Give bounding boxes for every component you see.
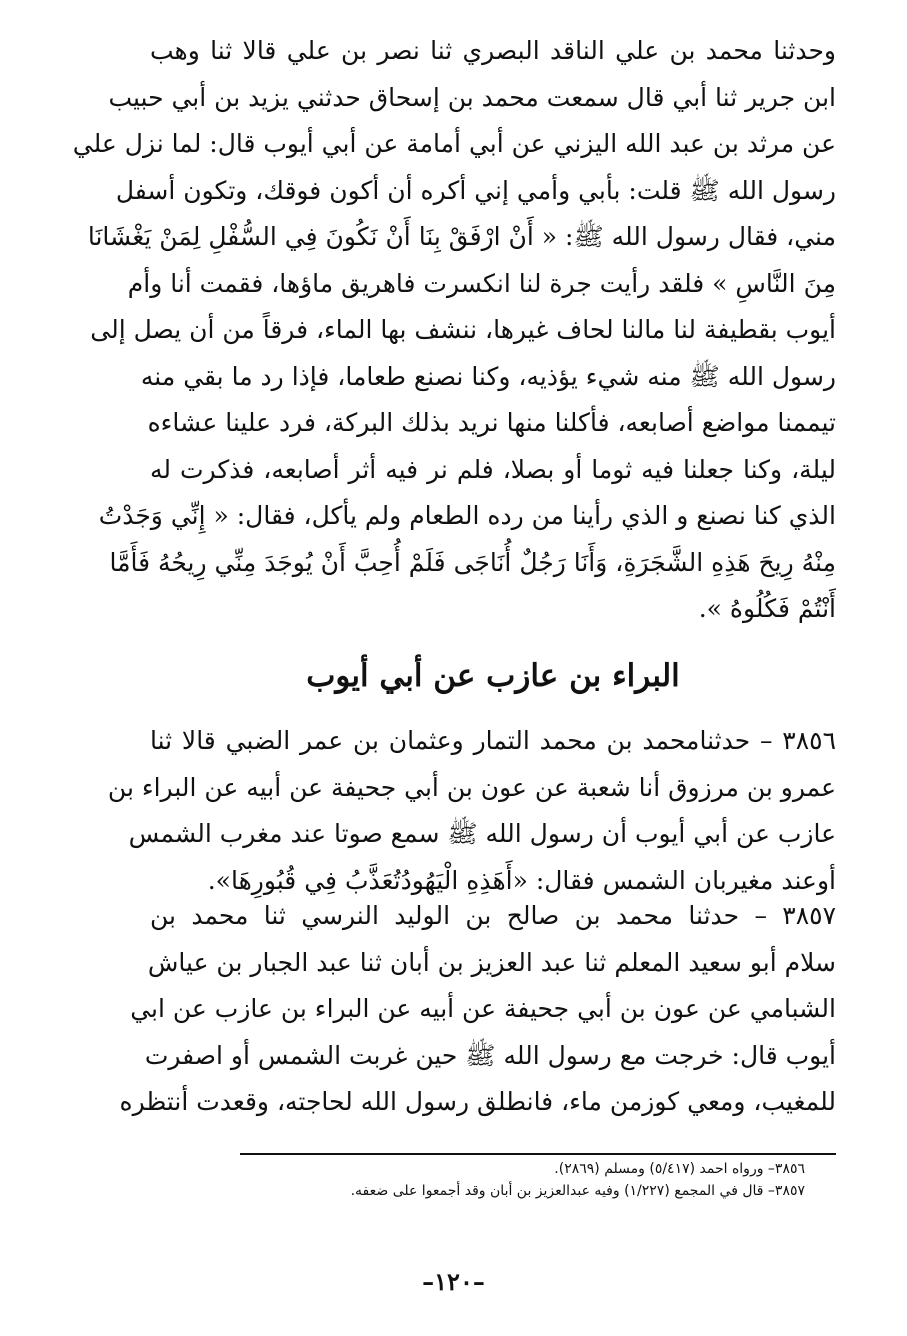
- text-line: أوعند مغيربان الشمس فقال: «أَهَذِهِ الْيَهُودُتُعَذَّبُ فِي قُبُورِهَا».: [207, 865, 836, 895]
- intro-paragraph: [72, 28, 836, 633]
- text-line: الشبامي عن عون بن أبي جحيفة عن أبيه عن البراء بن عازب عن ابي: [130, 994, 836, 1023]
- text-line: أيوب بقطيفة لنا مالنا لحاف غيرها، ننشف بها الماء، فرقاً من أن يصل إلى: [90, 315, 836, 344]
- text-line: ليلة، وكنا جعلنا فيه ثوما أو بصلا، فلم نر فيه أثر أصابعه، فذكرت له: [150, 454, 836, 484]
- text-line: الذي كنا نصنع و الذي رأينا من رده الطعام ولم يأكل، فقال: « إِنِّي وَجَدْتُ: [98, 501, 836, 530]
- text-line: عن مرثد بن عبد الله اليزني عن أبي أمامة عن أبي أيوب قال: لما نزل علي: [72, 129, 836, 158]
- text-line: للمغيب، ومعي كوزمن ماء، فانطلق رسول الله لحاجته، وقعدت أنتظره: [119, 1087, 836, 1116]
- text-line: أَنْتُمْ فَكُلُوهُ ».: [698, 594, 836, 623]
- footnotes: [150, 1158, 805, 1202]
- text-line: عمرو بن مرزوق أنا شعبة عن عون بن أبي جحيفة عن أبيه عن البراء بن: [107, 772, 836, 802]
- footnote-divider: [240, 1153, 836, 1155]
- text-line: ابن جرير ثنا أبي قال سمعت محمد بن إسحاق حدثني يزيد بن أبي حبيب: [108, 82, 836, 112]
- footnote: ٣٨٥٧– قال في المجمع (١/٢٢٧) وفيه عبدالعزيز بن أبان وقد أجمعوا على ضعفه.: [350, 1183, 805, 1199]
- text-line: أيوب قال: خرجت مع رسول الله ﷺ حين غربت الشمس أو اصفرت: [144, 1040, 836, 1070]
- hadith-3856-paragraph: [107, 718, 836, 904]
- text-line: مني، فقال رسول الله ﷺ: « أَنْ ارْفَقْ بِنَا أَنْ نَكُونَ فِي السُّفْلِ لِمَنْ يَغْشَانَا: [87, 222, 836, 251]
- text-line: مِنْهُ رِيحَ هَذِهِ الشَّجَرَةِ، وَأَنَا رَجُلٌ أُنَاجَى فَلَمْ أُحِبَّ أَنْ يُوجَدَ مِنِّي رِيحُهُ فَأَمَّا: [109, 547, 836, 577]
- text-line: رسول الله ﷺ منه شيء يؤذيه، وكنا نصنع طعاما، فإذا رد ما بقي منه: [140, 361, 836, 391]
- text-line: سلام أبو سعيد المعلم ثنا عبد العزيز بن أبان ثنا عبد الجبار بن عياش: [147, 947, 836, 977]
- text-line: ٣٨٥٦ – حدثنامحمد بن محمد التمار وعثمان بن عمر الضبي قالا ثنا: [150, 726, 836, 755]
- text-line: تيممنا مواضع أصابعه، فأكلنا منها نريد بذلك البركة، فرد علينا عشاءه: [147, 408, 836, 437]
- text-line: عازب عن أبي أيوب أن رسول الله ﷺ سمع صوتا عند مغرب الشمس: [128, 819, 836, 848]
- footnote: ٣٨٥٦– ورواه احمد (٥/٤١٧) ومسلم (٢٨٦٩).: [554, 1161, 805, 1177]
- text-line: وحدثنا محمد بن علي الناقد البصري ثنا نصر بن علي قالا ثنا وهب: [150, 36, 836, 65]
- hadith-3857-paragraph: [119, 893, 836, 1126]
- text-line: مِنَ النَّاسِ » فلقد رأيت جرة لنا انكسرت فاهريق ماؤها، فقمت أنا وأم: [127, 268, 836, 298]
- section-heading: البراء بن عازب عن أبي أيوب: [306, 658, 680, 694]
- text-line: رسول الله ﷺ قلت: بأبي وأمي إني أكره أن أكون فوقك، وتكون أسفل: [115, 175, 836, 205]
- text-line: ٣٨٥٧ – حدثنا محمد بن صالح بن الوليد النرسي ثنا محمد بن: [150, 901, 836, 930]
- page-number: –١٢٠–: [422, 1267, 485, 1296]
